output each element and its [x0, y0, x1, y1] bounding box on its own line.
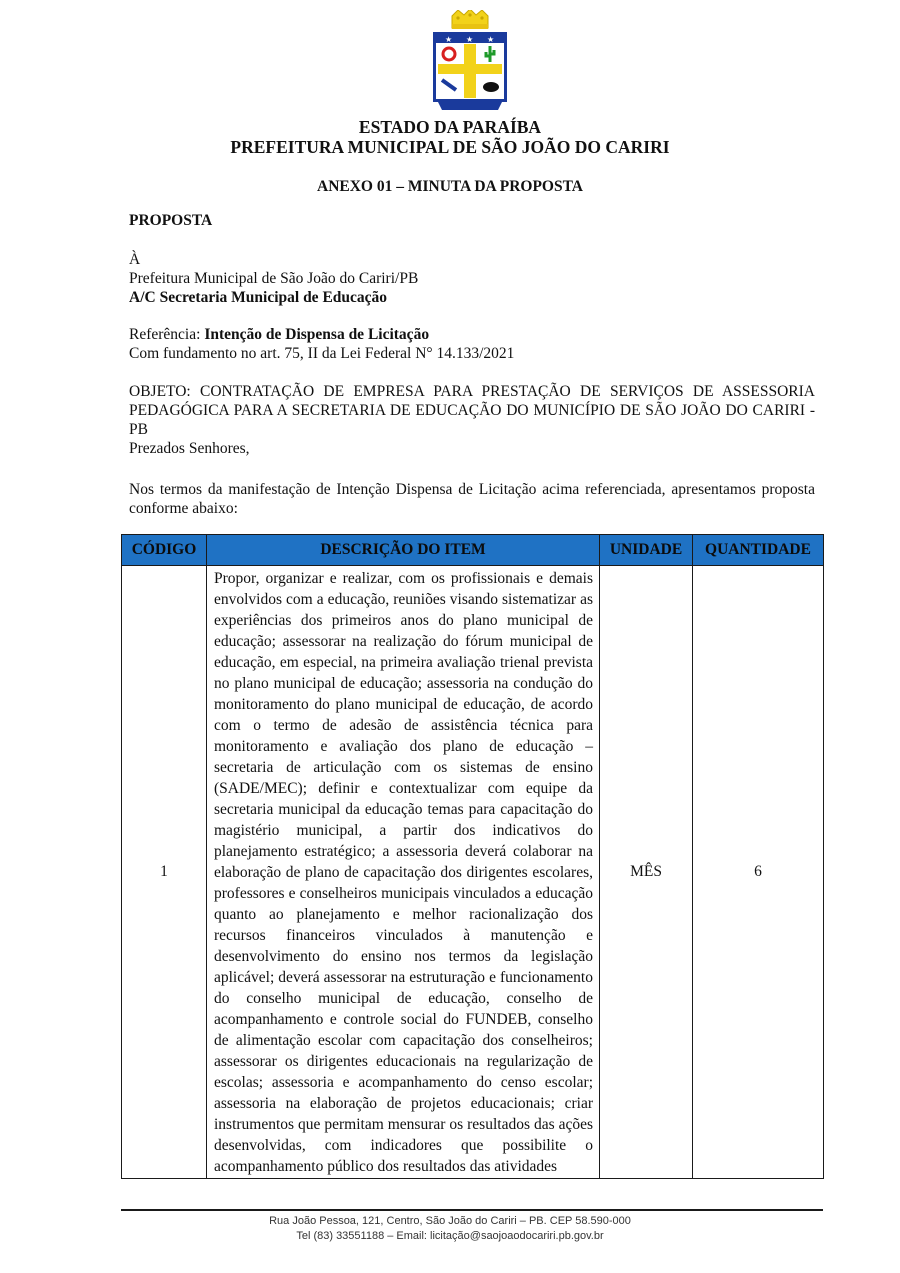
svg-text:★: ★ — [466, 35, 474, 44]
recipient-block — [129, 250, 815, 307]
object-block — [129, 382, 815, 458]
svg-text:★: ★ — [487, 35, 495, 44]
municipal-crest-icon — [428, 10, 512, 112]
recipient-name: Prefeitura Municipal de São João do Cariri/PB — [129, 270, 419, 287]
to-line: À — [129, 251, 141, 268]
reference-label: Referência: — [129, 326, 205, 343]
attention-line: A/C Secretaria Municipal de Educação — [129, 289, 388, 306]
footer-contact: Tel (83) 33551188 – Email: licitação@saojoaodocariri.pb.gov.br — [296, 1230, 604, 1242]
col-header-unit: UNIDADE — [600, 535, 693, 566]
header-state: ESTADO DA PARAÍBA — [358, 117, 542, 137]
proposta-title: PROPOSTA — [129, 212, 213, 229]
items-table — [121, 534, 824, 1179]
footer-address: Rua João Pessoa, 121, Centro, São João do Cariri – PB. CEP 58.590-000 — [269, 1215, 631, 1227]
object-text: OBJETO: CONTRATAÇÃO DE EMPRESA PARA PRESTAÇÃO DE SERVIÇOS DE ASSESSORIA PEDAGÓGICA PARA A SECRETARIA DE EDUCAÇÃO DO MUNICÍPIO DE SÃO JOÃO DO CARIRI - PB — [129, 383, 815, 438]
cell-quantity: 6 — [693, 566, 824, 1179]
cell-unit: MÊS — [600, 566, 693, 1179]
col-header-code: CÓDIGO — [122, 535, 207, 566]
col-header-description: DESCRIÇÃO DO ITEM — [207, 535, 600, 566]
annex-title: ANEXO 01 – MINUTA DA PROPOSTA — [317, 178, 583, 195]
reference-line — [129, 325, 815, 344]
col-header-quantity: QUANTIDADE — [693, 535, 824, 566]
cell-code: 1 — [122, 566, 207, 1179]
table-header-row — [122, 535, 824, 566]
table-row — [122, 566, 824, 1179]
reference-block — [129, 325, 815, 363]
legal-basis: Com fundamento no art. 75, II da Lei Federal N° 14.133/2021 — [129, 345, 515, 362]
cell-description: Propor, organizar e realizar, com os profissionais e demais envolvidos com a educação, reuniões visando sistematizar as experiências dos primeiros anos do plano municipal de educação; assessorar na realização do fórum municipal de educação, em especial, na primeira avaliação trienal prevista no plano municipal de educação; assessoria na condução do monitoramento do plano municipal de educação, de acordo com o termo de adesão de assistência técnica para monitoramento e avaliação dos plano de educação – secretaria de articulação com os sistemas de ensino (SADE/MEC); definir e contextualizar com equipe da secretaria municipal da educação temas para capacitação do magistério municipal, a partir dos indicativos do planejamento estratégico; a assessoria deverá colaborar na elaboração de plano de capacitação dos dirigentes escolares, professores e conselheiros municipais vinculados a educação quanto ao planejamento e melhor racionalização dos recursos financeiros vinculados à manutenção e desenvolvimento do ensino nos termos da legislação aplicável; deverá assessorar na estruturação e funcionamento do conselho municipal de educação, conselho de acompanhamento e controle social do FUNDEB, conselho de alimentação escolar com capacitação dos conselheiros; assessorar os dirigentes educacionais na regularização de escolas; assessoria e acompanhamento do censo escolar; assessoria na elaboração de projetos educacionais; criar instrumentos que permitam mensurar os resultados das ações desenvolvidas, com indicadores que possibilite o acompanhamento público dos resultados das atividades — [207, 566, 600, 1179]
header-municipality: PREFEITURA MUNICIPAL DE SÃO JOÃO DO CARIRI — [230, 137, 670, 157]
reference-value: Intenção de Dispensa de Licitação — [204, 326, 430, 343]
greeting: Prezados Senhores, — [129, 440, 250, 457]
svg-text:★: ★ — [445, 35, 453, 44]
footer-divider — [121, 1209, 823, 1211]
intro-paragraph: Nos termos da manifestação de Intenção Dispensa de Licitação acima referenciada, apresentamos proposta conforme abaixo: — [129, 481, 815, 517]
